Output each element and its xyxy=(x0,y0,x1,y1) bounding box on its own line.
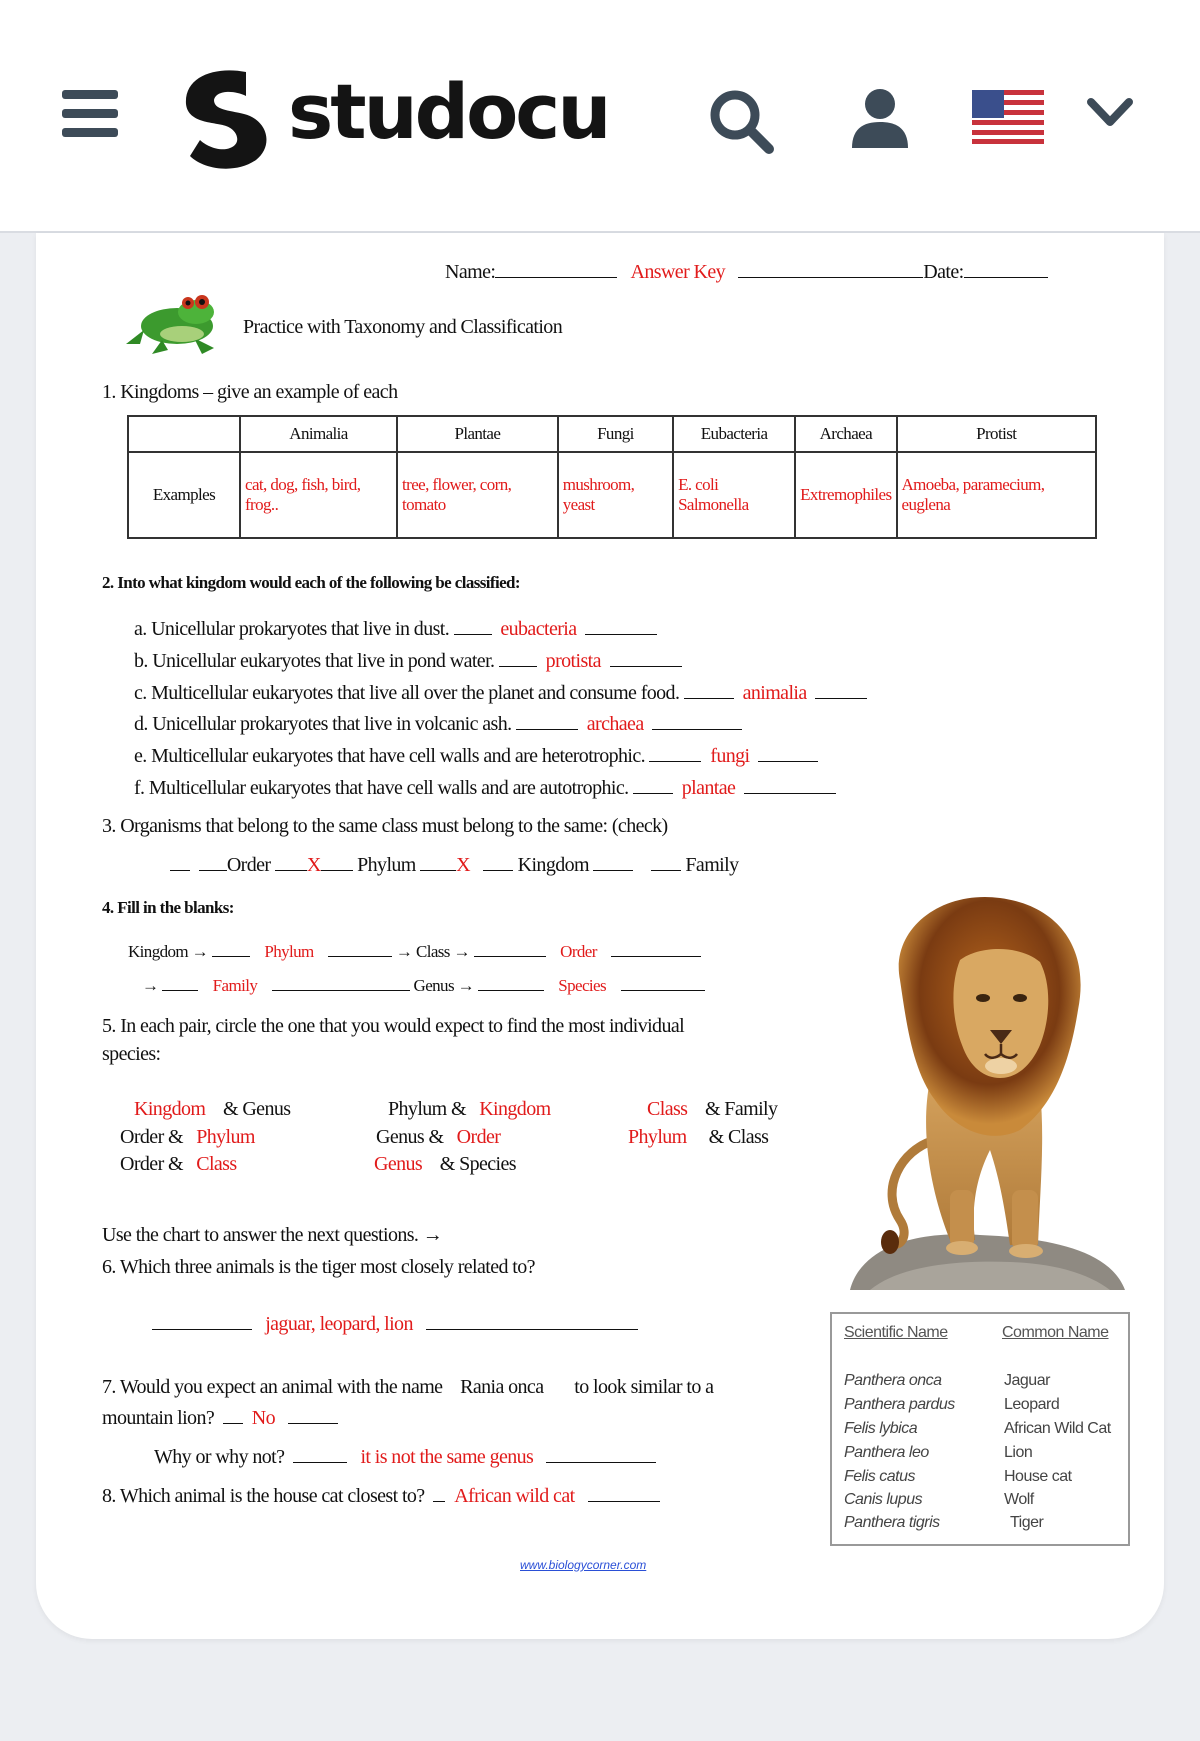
kingdoms-table xyxy=(127,415,1097,539)
table-column-header: Eubacteria xyxy=(673,416,795,452)
q5-pair-other: & Class xyxy=(708,1126,769,1148)
q4-line1 xyxy=(128,940,701,962)
q3-option: Kingdom xyxy=(517,854,589,876)
studocu-logo-mark-icon xyxy=(176,64,286,174)
q3-option: Phylum xyxy=(357,854,416,876)
lion-image xyxy=(840,890,1140,1310)
chart-header-common: Common Name xyxy=(1002,1324,1109,1341)
q4-answer-species: Species xyxy=(558,976,607,995)
q5-prompt-line1: 5. In each pair, circle the one that you would expect to find the most individual xyxy=(102,1015,685,1037)
q2-item-b xyxy=(134,647,682,673)
q5-pair-choice: Phylum xyxy=(196,1126,255,1148)
q5-pair-choice: Kingdom xyxy=(134,1098,206,1120)
q5-prompt-line2: species: xyxy=(102,1043,161,1065)
q2-item-text: c. Multicellular eukaryotes that live all over the planet and consume food. xyxy=(134,682,680,704)
species-chart xyxy=(830,1312,1130,1546)
menu-icon[interactable] xyxy=(62,90,118,140)
top-navigation-bar xyxy=(0,0,1200,233)
kingdoms-table-header-row xyxy=(128,416,1096,452)
table-cell: Amoeba, paramecium, euglena xyxy=(897,452,1097,538)
q7-why-line xyxy=(154,1443,656,1469)
q7-why-label: Why or why not? xyxy=(154,1446,285,1468)
q3-check-mark: X xyxy=(456,854,471,876)
table-row-label: Examples xyxy=(128,452,240,538)
q5-pair xyxy=(376,1126,500,1149)
table-cell: mushroom, yeast xyxy=(558,452,673,538)
q4-genus-label: Genus → xyxy=(413,976,475,995)
q4-answer-family: Family xyxy=(212,976,258,995)
q5-pair-other: Genus & xyxy=(376,1126,444,1148)
q4-line2 xyxy=(142,974,705,996)
chart-common-name: African Wild Cat xyxy=(1004,1420,1111,1437)
q5-pair-other: & Genus xyxy=(222,1098,291,1120)
q2-item-e xyxy=(134,742,818,768)
q5-pair xyxy=(134,1098,290,1121)
table-cell: Extremophiles xyxy=(795,452,896,538)
q4-answer-order: Order xyxy=(560,942,597,961)
q5-pair-other: Order & xyxy=(120,1153,183,1175)
kingdoms-table-examples-row xyxy=(128,452,1096,538)
q8-prompt: 8. Which animal is the house cat closest to? xyxy=(102,1485,425,1507)
q5-pair-choice: Order xyxy=(456,1126,501,1148)
frog-icon xyxy=(122,290,226,356)
chart-scientific-name: Panthera onca xyxy=(844,1372,942,1389)
q4-class-label: → Class → xyxy=(395,942,470,961)
name-label: Name: xyxy=(445,261,496,283)
table-cell: cat, dog, fish, bird, frog.. xyxy=(240,452,397,538)
studocu-logo-text: studocu xyxy=(288,67,609,156)
q4-kingdom-label: Kingdom → xyxy=(128,942,209,961)
chart-scientific-name: Panthera leo xyxy=(844,1444,929,1461)
q2-item-c xyxy=(134,679,867,705)
q5-pair-other: Phylum & xyxy=(388,1098,466,1120)
q8-line xyxy=(102,1482,660,1508)
table-cell: E. coli Salmonella xyxy=(673,452,795,538)
q2-item-text: a. Unicellular prokaryotes that live in dust. xyxy=(134,618,450,640)
table-column-header: Animalia xyxy=(240,416,397,452)
q7-prompt-line2-text: mountain lion? xyxy=(102,1407,215,1429)
chart-intro: Use the chart to answer the next questions. → xyxy=(102,1224,443,1246)
q5-pair-choice: Kingdom xyxy=(479,1098,551,1120)
table-cell: tree, flower, corn, tomato xyxy=(397,452,558,538)
q2-item-text: e. Multicellular eukaryotes that have cell walls and are heterotrophic. xyxy=(134,745,646,767)
chart-scientific-name: Panthera pardus xyxy=(844,1396,955,1413)
q3-option: Order xyxy=(226,854,271,876)
studocu-logo[interactable] xyxy=(176,64,609,174)
q2-item-d xyxy=(134,710,742,736)
chart-common-name: Leopard xyxy=(1004,1396,1060,1413)
chart-common-name: House cat xyxy=(1004,1468,1072,1485)
q5-pair-choice: Phylum xyxy=(628,1126,687,1148)
q7-scientific-name: Rania onca xyxy=(460,1376,544,1398)
q2-item-answer: fungi xyxy=(710,745,750,767)
q5-pair-choice: Class xyxy=(647,1098,688,1120)
worksheet-title: Practice with Taxonomy and Classification xyxy=(243,316,563,338)
q5-pair xyxy=(647,1098,777,1121)
q5-pair-choice: Genus xyxy=(374,1153,423,1175)
chart-common-name: Tiger xyxy=(1010,1514,1044,1531)
q1-prompt: 1. Kingdoms – give an example of each xyxy=(102,381,398,403)
chart-common-name: Lion xyxy=(1004,1444,1033,1461)
q2-item-text: d. Unicellular prokaryotes that live in volcanic ash. xyxy=(134,713,512,735)
q2-item-text: f. Multicellular eukaryotes that have cell walls and are autotrophic. xyxy=(134,777,629,799)
answer-key-label: Answer Key xyxy=(630,261,726,283)
us-flag-icon[interactable] xyxy=(972,90,1044,144)
table-corner-cell xyxy=(128,416,240,452)
q2-item-a xyxy=(134,615,657,641)
chevron-down-icon[interactable] xyxy=(1085,96,1135,130)
q4-prompt: 4. Fill in the blanks: xyxy=(102,898,234,917)
table-column-header: Plantae xyxy=(397,416,558,452)
q5-pair-other: & Family xyxy=(704,1098,778,1120)
q2-prompt: 2. Into what kingdom would each of the following be classified: xyxy=(102,573,520,592)
q2-item-answer: protista xyxy=(545,650,601,672)
table-column-header: Fungi xyxy=(558,416,673,452)
q2-item-answer: animalia xyxy=(742,682,807,704)
footer-link[interactable]: www.biologycorner.com xyxy=(520,1558,647,1572)
chart-common-name: Wolf xyxy=(1004,1491,1034,1508)
q7-prompt-line1 xyxy=(102,1376,713,1399)
q3-options xyxy=(170,851,738,877)
q5-pair xyxy=(388,1098,551,1121)
q4-answer-phylum: Phylum xyxy=(264,942,314,961)
q8-answer: African wild cat xyxy=(454,1485,575,1507)
q7-why-answer: it is not the same genus xyxy=(360,1446,534,1468)
q7-answer: No xyxy=(251,1407,276,1429)
chart-scientific-name: Panthera tigris xyxy=(844,1514,940,1531)
chart-common-name: Jaguar xyxy=(1004,1372,1050,1389)
q2-item-answer: eubacteria xyxy=(500,618,577,640)
q6-prompt: 6. Which three animals is the tiger most closely related to? xyxy=(102,1256,535,1278)
q7-prompt-a: 7. Would you expect an animal with the name xyxy=(102,1376,443,1398)
q4-arrow: → xyxy=(142,976,159,995)
q6-answer: jaguar, leopard, lion xyxy=(265,1313,413,1335)
q2-item-answer: archaea xyxy=(586,713,644,735)
name-date-line xyxy=(445,258,1048,284)
q5-pair xyxy=(120,1153,237,1176)
q2-item-answer: plantae xyxy=(681,777,736,799)
q3-prompt: 3. Organisms that belong to the same class must belong to the same: (check) xyxy=(102,815,668,837)
q2-item-f xyxy=(134,774,836,800)
q5-pair-other: Order & xyxy=(120,1126,183,1148)
date-label: Date: xyxy=(923,261,964,283)
user-icon[interactable] xyxy=(850,86,910,150)
q5-pair-choice: Class xyxy=(196,1153,237,1175)
chart-scientific-name: Felis catus xyxy=(844,1468,915,1485)
q5-pair xyxy=(120,1126,255,1149)
q3-option: Family xyxy=(685,854,739,876)
q2-item-text: b. Unicellular eukaryotes that live in pond water. xyxy=(134,650,495,672)
q5-pair xyxy=(628,1126,768,1149)
table-column-header: Protist xyxy=(897,416,1097,452)
table-column-header: Archaea xyxy=(795,416,896,452)
q7-prompt-b: to look similar to a xyxy=(574,1376,714,1398)
q3-check-mark: X xyxy=(306,854,321,876)
q5-pair xyxy=(374,1153,516,1176)
chart-scientific-name: Felis lybica xyxy=(844,1420,918,1437)
chart-header-scientific: Scientific Name xyxy=(844,1324,948,1341)
chart-scientific-name: Canis lupus xyxy=(844,1491,923,1508)
q5-pair-other: & Species xyxy=(439,1153,516,1175)
q7-prompt-line2 xyxy=(102,1404,338,1430)
search-icon[interactable] xyxy=(706,86,776,156)
q6-answer-line xyxy=(152,1310,638,1336)
